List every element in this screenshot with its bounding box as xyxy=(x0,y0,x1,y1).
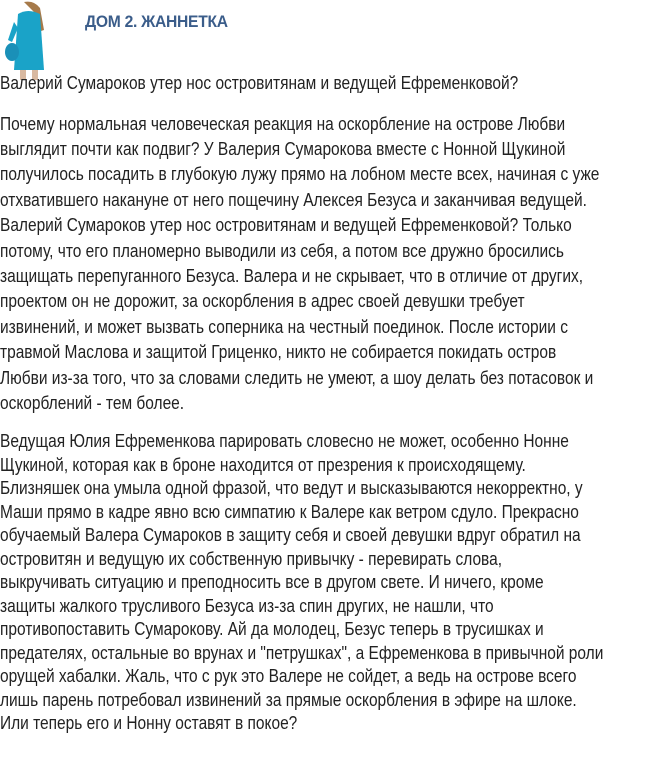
text-line: защищать перепуганного Безуса. Валера и не скрывает, что в отличие от других, xyxy=(0,266,584,286)
text-line: противопоставить Сумарокову. Ай да молодец, Безус теперь в трусишках и xyxy=(0,619,544,639)
text-line: Маши прямо в кадре явно всю симпатию к Валере как ветром сдуло. Прекрасно xyxy=(0,502,579,522)
author-avatar xyxy=(4,0,54,82)
text-line: Валерий Сумароков утер нос островитянам и ведущей Ефременковой? Только xyxy=(0,215,572,235)
text-line: проектом он не дорожит, за оскорбления в адрес своей девушки требует xyxy=(0,291,525,311)
page-title: ДОМ 2. ЖАННЕТКА xyxy=(85,12,228,31)
text-line: извинений, и может вызвать соперника на честный поединок. После истории с xyxy=(0,317,568,337)
text-line: отхватившего накануне от него пощечину Алексея Безуса и заканчивая ведущей. xyxy=(0,190,587,210)
text-line: Почему нормальная человеческая реакция на оскорбление на острове Любви xyxy=(0,114,566,134)
text-line: травмой Маслова и защитой Гриценко, никто не собирается покидать остров xyxy=(0,342,557,362)
text-line: защиты жалкого трусливого Безуса из-за спин других, не нашли, что xyxy=(0,596,494,616)
headline: Валерий Сумароков утер нос островитянам и ведущей Ефременковой? xyxy=(0,73,519,93)
text-line: потому, что его планомерно выводили из себя, а потом все дружно бросились xyxy=(0,241,564,261)
text-line: лишь парень потребовал извинений за прямые оскорбления в эфире на шлоке. xyxy=(0,690,577,710)
text-line: выглядит почти как подвиг? У Валерия Сумарокова вместе с Нонной Щукиной xyxy=(0,139,566,159)
text-line: Щукиной, которая как в броне находится от презрения к происходящему. xyxy=(0,455,526,475)
text-line: обучаемый Валера Сумароков в защиту себя и своей девушки вдруг обратил на xyxy=(0,525,581,545)
text-line: Ведущая Юлия Ефременкова парировать словесно не может, особенно Нонне xyxy=(0,431,569,451)
text-line: Близняшек она умыла одной фразой, что ведут и высказываются некорректно, у xyxy=(0,478,583,498)
text-line: получилось посадить в глубокую лужу прямо на лобном месте всех, начиная с уже xyxy=(0,164,600,184)
text-line: Любви из-за того, что за словами следить не умеют, а шоу делать без потасовок и xyxy=(0,368,594,388)
woman-in-blue-dress-icon xyxy=(4,0,54,82)
text-line: предателях, остальные во врунах и "петрушках", а Ефременкова в привычной роли xyxy=(0,643,604,663)
text-line: Или теперь его и Нонну оставят в покое? xyxy=(0,713,298,733)
text-line: островитян и ведущую их собственную привычку - перевирать слова, xyxy=(0,549,503,569)
text-line: орущей хабалки. Жаль, что с рук это Валере не сойдет, а ведь на острове всего xyxy=(0,666,577,686)
text-line: оскорблений - тем более. xyxy=(0,393,185,413)
text-line: выкручивать ситуацию и преподносить все в другом свете. И ничего, кроме xyxy=(0,572,544,592)
